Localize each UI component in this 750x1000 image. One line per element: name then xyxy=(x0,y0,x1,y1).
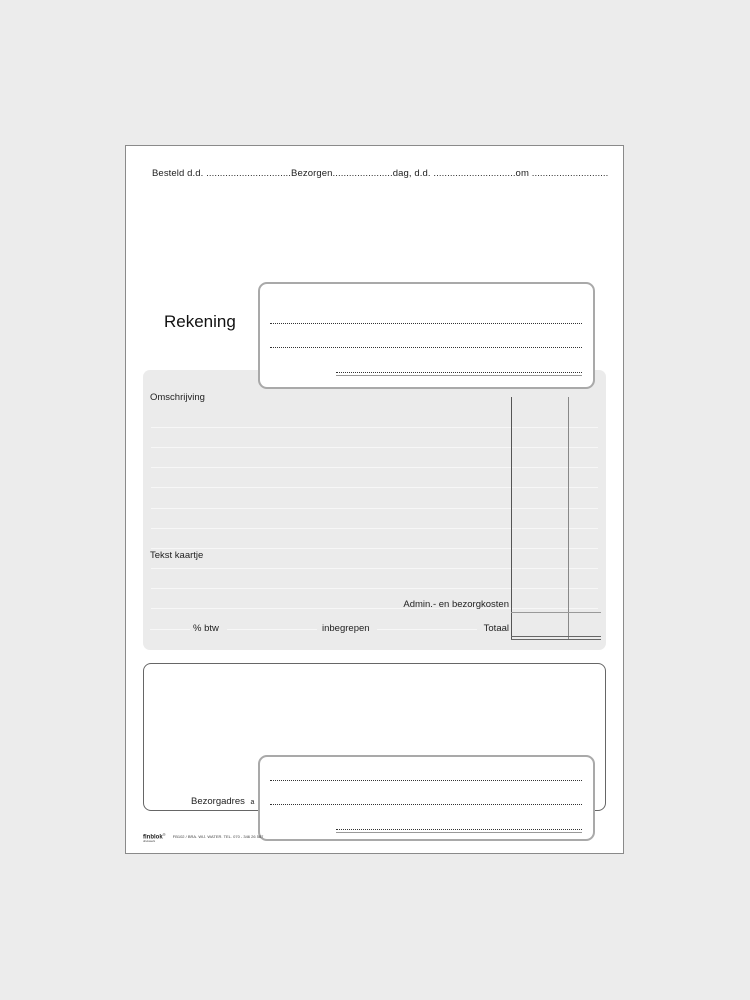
customer-address-box xyxy=(258,282,595,389)
description-row-line xyxy=(151,548,598,549)
delivery-line-2 xyxy=(270,804,582,805)
vat-amount-line xyxy=(227,629,317,630)
description-row-line xyxy=(151,508,598,509)
delivery-address-label xyxy=(191,796,254,807)
description-row-line xyxy=(151,427,598,428)
registered-mark: ® xyxy=(162,832,166,837)
brand-logo: flnblok xyxy=(143,834,163,841)
brand-sub: drukwerk xyxy=(143,839,156,844)
invoice-form-sheet xyxy=(125,145,624,854)
description-row-line xyxy=(151,528,598,529)
amount-column-divider xyxy=(511,397,512,640)
admin-costs-label: Admin.- en bezorgkosten xyxy=(403,599,509,610)
vat-fill-line xyxy=(150,629,190,630)
cents-column-divider xyxy=(568,397,569,640)
print-info: FB102 / BRA. WIJ. WATER. TEL. 070 - 346 26 587 xyxy=(172,834,264,840)
total-amount-line xyxy=(511,636,601,637)
description-row-line xyxy=(151,447,598,448)
total-double-line xyxy=(511,639,601,640)
included-label: inbegrepen xyxy=(322,623,370,634)
address-underline xyxy=(336,375,582,376)
delivery-line-1 xyxy=(270,780,582,781)
included-fill-line xyxy=(377,629,477,630)
card-text-row-line xyxy=(151,568,598,569)
delivery-underline xyxy=(336,832,582,833)
form-title: Rekening xyxy=(164,312,236,331)
admin-row-line xyxy=(151,608,598,609)
total-label: Totaal xyxy=(483,623,509,634)
card-text-row-line xyxy=(151,588,598,589)
delivery-address-suffix: a xyxy=(250,799,255,806)
address-line-1 xyxy=(270,323,582,324)
printer-footer xyxy=(143,832,263,843)
description-label: Omschrijving xyxy=(150,392,205,403)
description-row-line xyxy=(151,487,598,488)
card-text-label: Tekst kaartje xyxy=(150,550,204,561)
vat-label: % btw xyxy=(193,623,219,634)
address-line-2 xyxy=(270,347,582,348)
address-line-3 xyxy=(336,372,582,373)
description-panel xyxy=(143,370,606,650)
delivery-address-box xyxy=(258,755,595,841)
delivery-address-text: Bezorgadres xyxy=(191,796,245,807)
admin-amount-line xyxy=(511,612,601,613)
delivery-line-3 xyxy=(336,829,582,830)
order-delivery-line: Besteld d.d. ...............................Bezorgen......................dag, d.d. ..............................om ............................ xyxy=(152,168,609,179)
description-row-line xyxy=(151,467,598,468)
